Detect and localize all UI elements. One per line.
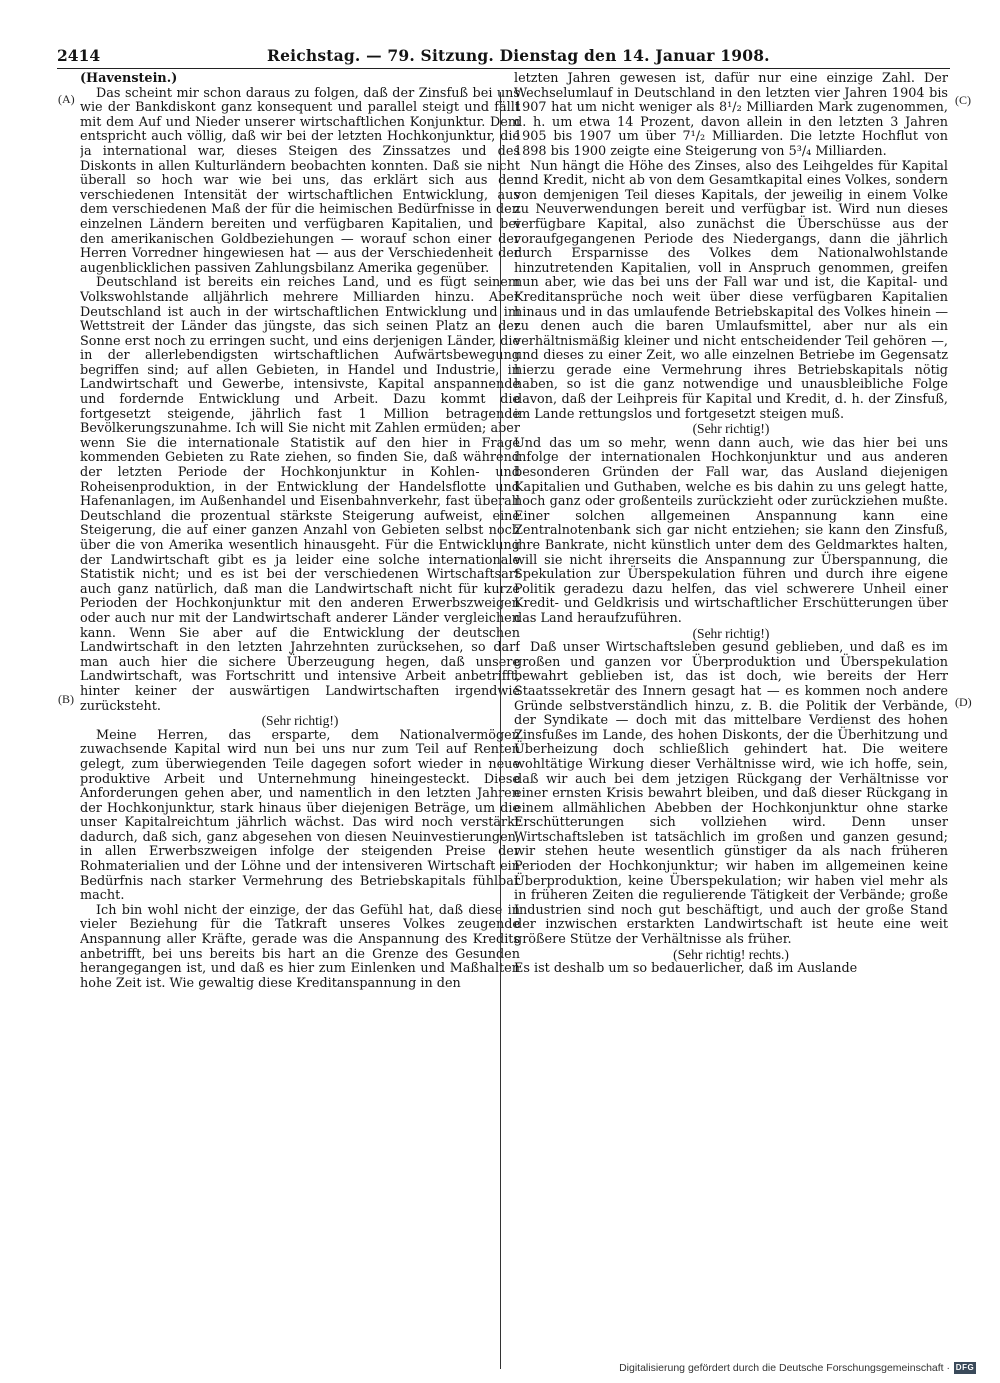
paragraph: Es ist deshalb um so bedauerlicher, daß im Auslande (514, 961, 858, 977)
paragraph: Meine Herren, das ersparte, dem Nationalvermögen zuwachsende Kapital wird nun bei uns nur zum Teil auf Renten gelegt, zum überwiegenden Teile dagegen sofort wieder in neue produktive Arbeit und Unternehmung hineingesteckt. Diese Anforderungen gehen aber, und namentlich in den letzten Jahren der Hochkonjunktur, stark hinaus über diejenigen Beträge, um die unser Kapitalreichtum jährlich wächst. Das wird noch verstärkt dadurch, daß sich, ganz abgesehen von diesen Neuinvestierungen, in allen Erwerbszweigen infolge der steigenden Preise der Rohmaterialien und der Löhne und der intensiveren Wirtschaft ein Bedürfnis nach starker Vermehrung des Betriebskapitals fühlbar macht. (80, 727, 520, 904)
margin-marker-d: (D) (955, 695, 972, 709)
running-title: Reichstag. — 79. Sitzung. Dienstag den 14. Januar 1908. (267, 46, 770, 65)
interjection: (Sehr richtig!) (692, 625, 770, 641)
footer-credit: Digitalisierung gefördert durch die Deutsche Forschungsgemeinschaft · (619, 1362, 950, 1374)
paragraph: letzten Jahren gewesen ist, dafür nur eine einzige Zahl. Der Wechselumlauf in Deutschland in den letzten vier Jahren 1904 bis 1907 hat um nicht weniger als 8¹/₂ Milliarden Mark zugenommen, d. h. um etwa 14 Prozent, davon allein in den letzten 3 Jahren 1905 bis 1907 um über 7¹/₂ Milliarden. Die letzte Hochflut von 1898 bis 1900 zeigte eine Steigerung von 5³/₄ Milliarden. (514, 72, 948, 159)
paragraph: Das scheint mir schon daraus zu folgen, daß der Zinsfuß bei uns wie der Bankdiskont ganz konsequent und parallel steigt und fällt mit dem Auf und Nieder unserer wirtschaftlichen Konjunktur. Dem entspricht auch völlig, daß wir bei der letzten Hochkonjunktur, die ja international war, dieses Steigen des Zinssatzes und des Diskonts in allen Kulturländern beobachten konnten. Daß sie nicht überall so hoch war wie bei uns, das erklärt sich aus der verschiedenen Intensität der wirtschaftlichen Entwicklung, aus dem verschiedenen Maß der für die heimischen Bedürfnisse in den einzelnen Ländern bereiten und verfügbaren Kapitalien, und bei den amerikanischen Goldbeziehungen — worauf schon einer der Herren Vorredner hingewiesen hat — aus der Verschiedenheit der augenblicklichen passiven Zahlungsbilanz Amerika gegenüber. (80, 85, 520, 276)
paragraph: Daß unser Wirtschaftsleben gesund geblieben, und daß es im großen und ganzen vor Überproduktion und Überspekulation bewahrt geblieben ist, das ist doch, wie bereits der Herr Staatssekretär des Innern gesagt hat — es kommen noch andere Gründe selbstverständlich hinzu, z. B. die Politik der Verbände, der Syndikate — doch mit das mittelbare Verdienst des hohen Zinsfußes im Lande, des hohen Diskonts, der die Überhitzung und Überheizung doch schließlich gehindert hat. Die weitere wohltätige Wirkung dieser Verhältnisse wird, wie ich hoffe, sein, daß wir auch bei dem jetzigen Rückgang der Verhältnisse vor einer ernsten Krisis bewahrt bleiben, und daß dieser Rückgang in einem allmählichen Abebben der Hochkonjunktur ohne starke Erschütterungen sich vollziehen wird. Denn unser Wirtschaftsleben ist tatsächlich im großen und ganzen gesund; wir stehen heute wesentlich günstiger da als nach früheren Perioden der Hochkonjunktur; wir haben im allgemeinen keine Überproduktion, keine Überspekulation; wir haben viel mehr als in früheren Zeiten die regulierende Tätigkeit der Verbände; große Industrien sind noch gut beschäftigt, und auch der große Stand der inzwischen erstarkten Landwirtschaft ist heute eine weit größere Stütze der Verhältnisse als früher. (514, 640, 948, 948)
margin-marker-a: (A) (58, 92, 75, 106)
margin-marker-b: (B) (58, 692, 74, 706)
page-header (57, 42, 950, 69)
dfg-logo-icon: DFG (955, 1363, 975, 1372)
page-number: 2414 (57, 46, 101, 65)
paragraph: Deutschland ist bereits ein reiches Land, und es fügt seinem Volkswohlstande alljährlich mehrere Milliarden hinzu. Aber Deutschland ist auch in der wirtschaftlichen Entwicklung und im Wettstreit der Länder das jüngste, das sich seinen Platz an der Sonne erst noch zu erringen sucht, und eins derjenigen Länder, die in der allerlebendigsten wirtschaftlichen Aufwärtsbewegung begriffen sind; auf allen Gebieten, in Handel und Industrie, in Landwirtschaft und Gewerbe, intensivste, Kapital anspannende und fordernde Entwicklung und Arbeit. Dazu kommt die fortgesetzt steigende, jährlich fast 1 Million betragende Bevölkerungszunahme. Ich will Sie nicht mit Zahlen ermüden; aber wenn Sie die internationale Statistik auf den hier in Frage kommenden Gebieten zu Rate ziehen, so finden Sie, daß während der letzten Periode der Hochkonjunktur in Kohlen- und Roheisenproduktion, in der Entwicklung der Handelsflotte und Hafenanlagen, im Außenhandel und Eisenbahnverkehr, fast überall Deutschland die prozentual stärkste Steigerung aufweist, eine Steigerung, die auf einer ganzen Anzahl von Gebieten selbst noch über die von Amerika wesentlich hinausgeht. Für die Entwicklung der Landwirtschaft gibt es ja leider eine solche internationale Statistik nicht; und es ist bei der verschiedenen Wirtschaftsart auch ganz natürlich, daß man die Landwirtschaft nicht für kurze Perioden der Hochkonjunktur mit den anderen Erwerbszweigen oder auch nur mit der Landwirtschaft anderer Länder vergleichen kann. Wenn Sie aber auf die Entwicklung der deutschen Landwirtschaft in den letzten Jahrzehnten zurücksehen, so darf man auch hier die sichere Überzeugung hegen, daß unsere Landwirtschaft, was Fortschritt und intensive Arbeit anbetrifft, hinter keiner der auswärtigen Landwirtschaften irgendwie zurücksteht. (80, 275, 520, 714)
interjection: (Sehr richtig! rechts.) (673, 946, 789, 962)
paragraph: Ich bin wohl nicht der einzige, der das Gefühl hat, daß diese in vieler Beziehung für die Tatkraft unseres Volkes zeugende Anspannung aller Kräfte, gerade was die Anspannung des Kredits anbetrifft, bei uns bereits bis hart an die Grenze des Gesunden herangegangen ist, und daß es hier zum Einlenken und Maßhalten hohe Zeit ist. Wie gewaltig diese Kreditanspannung in den (80, 902, 520, 991)
interjection: (Sehr richtig!) (692, 421, 770, 437)
paragraph: Und das um so mehr, wenn dann auch, wie das hier bei uns infolge der internationalen Hochkonjunktur und aus anderen besonderen Gründen der Fall war, das Ausland diejenigen Kapitalien und Guthaben, welche es bis dahin zu uns gelegt hatte, noch ganz oder großenteils zurückzieht oder zurückziehen mußte. Einer solchen allgemeinen Anspannung kann eine Zentralnotenbank sich gar nicht entziehen; sie kann den Zinsfuß, ihre Bankrate, nicht künstlich unter dem des Geldmarktes halten, will sie nicht ihrerseits die Anspannung zur Überspannung, die Spekulation zur Überspekulation führen und durch ihre eigene Politik geradezu dazu helfen, das viel schwerere Unheil einer Kredit- und Geldkrisis und wirtschaftlicher Erschütterungen über das Land heraufzuführen. (514, 435, 948, 626)
left-column (80, 72, 520, 1372)
right-column (514, 72, 948, 1372)
speaker-name: (Havenstein.) (80, 72, 178, 86)
margin-marker-c: (C) (955, 93, 971, 107)
paragraph: Nun hängt die Höhe des Zinses, also des Leihgeldes für Kapital und Kredit, nicht ab von dem Gesamtkapital eines Volkes, sondern von demjenigen Teil dieses Kapitals, der jeweilig in einem Volke zu Neuverwendungen bereit und verfügbar ist. Wird nun dieses verfügbare Kapital, also zunächst die Überschüsse aus der voraufgegangenen Periode des Niedergangs, dann die jährlich durch Ersparnisse des Volkes dem Nationalwohlstande hinzutretenden Kapitalien, voll in Anspruch genommen, greifen nun aber, wie das bei uns der Fall war und ist, die Kapital- und Kreditansprüche noch weit über diese verfügbaren Kapitalien hinaus und in das umlaufende Betriebskapital des Volkes hinein — zu denen auch die baren Umlaufsmittel, aber nur als ein verhältnismäßig kleiner und nicht entscheidender Teil gehören —, und dieses zu einer Zeit, wo alle einzelnen Betriebe im Gegensatz hierzu gerade eine Vermehrung ihres Betriebskapitals nötig haben, so ist die ganz notwendige und unausbleibliche Folge davon, daß der Leihpreis für Kapital und Kredit, d. h. der Zinsfuß, im Lande rettungslos und fortgesetzt steigen muß. (514, 158, 948, 422)
footer (619, 1360, 976, 1376)
column-divider (500, 92, 501, 1369)
interjection: (Sehr richtig!) (261, 713, 339, 729)
